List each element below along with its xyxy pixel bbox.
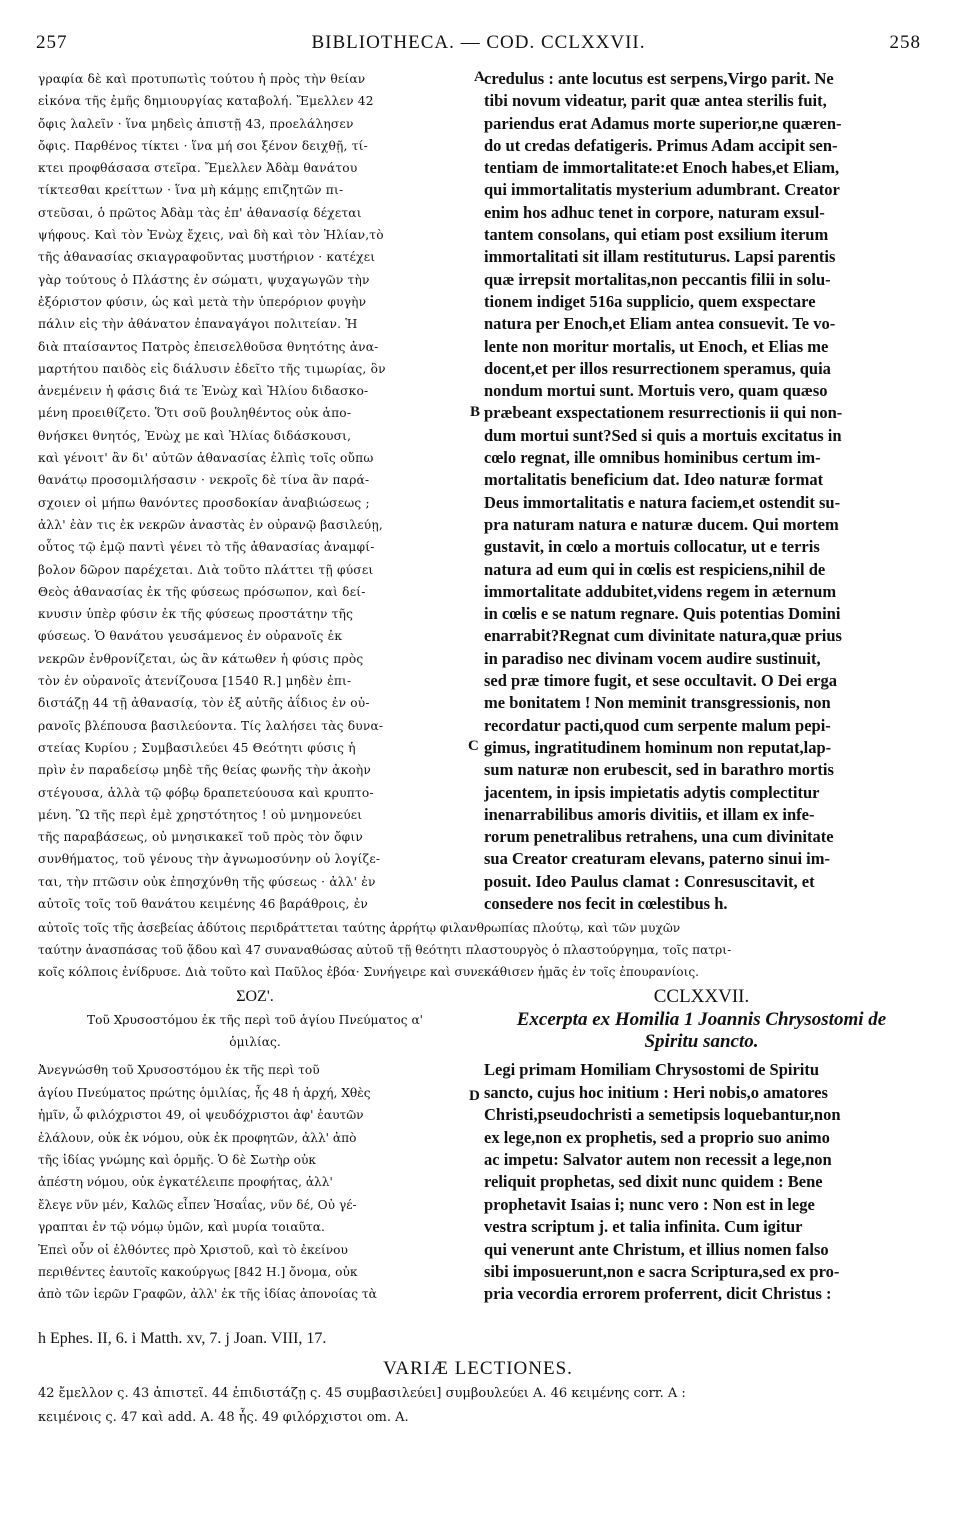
greek-text-line: μένη προειθίζετο. Ὅτι σοῦ βουληθέντος οὐκ ἀπο- bbox=[38, 406, 352, 421]
latin-text-line: credulus : ante locutus est serpens,Virgo parit. Ne bbox=[484, 69, 834, 88]
variae-lectiones bbox=[38, 1356, 918, 1430]
latin-text-line: præbeant exspectationem resurrectionis ii qui non- bbox=[484, 403, 843, 423]
latin-text-line: quæ irrepsit mortalitas,non peccantis filii in solu- bbox=[484, 269, 831, 289]
latin-text-line: qui venerunt ante Christum, et illius nomen falso bbox=[484, 1239, 829, 1259]
greek-text-line: Θεὸς ἀθανασίας ἐκ τῆς φύσεως πρόσωπον, καὶ δεί- bbox=[38, 584, 366, 599]
latin-text-line: in cœlis e se natum regnare. Quis potentias Domini bbox=[484, 604, 841, 624]
greek-text-line: καὶ γένοιτ' ἂν δι' αὐτῶν ἀθανασίας ἐλπὶς τοῖς οὔπω bbox=[38, 451, 374, 466]
greek-text-line: γὰρ τούτους ὁ Πλάστης ἐν σώματι, ψυχαγωγῶν τὴν bbox=[38, 272, 370, 287]
latin-text-line: enarrabit?Regnat cum divinitate natura,quæ prius bbox=[484, 626, 842, 646]
running-header bbox=[36, 32, 921, 58]
latin-text-line: sum naturæ non erubescit, sed in barathro mortis bbox=[484, 760, 834, 780]
latin-section-number: CCLXXVII. bbox=[653, 986, 750, 1008]
greek-text-line: ψήφους. Καὶ τὸν Ἐνὼχ ἔχεις, ναὶ δὴ καὶ τὸν Ἠλίαν,τὸ bbox=[38, 228, 384, 243]
latin-text-line: vestra scriptum j. et talia infinita. Cum igitur bbox=[484, 1217, 803, 1237]
greek-full-width-line: κοῖς κόλποις ἐνίδρυσε. Διὰ τοῦτο καὶ Παῦλος ἐβόα· Συνήγειρε καὶ συνεκάθισεν ἡμᾶς ἐν τοῖς ἐπουρανίοις. bbox=[38, 965, 700, 980]
greek-text-line: βολον δῶρον παρέχεται. Διὰ τοῦτο πλάττει τῇ φύσει bbox=[38, 562, 374, 577]
greek-section-number: ΣΟΖ'. bbox=[236, 988, 274, 1006]
latin-text-line: recordatur pacti,quod cum serpente malum pepi- bbox=[484, 715, 831, 735]
margin-letter-d: D bbox=[469, 1088, 480, 1104]
latin-text-line: sibi imposuerunt,non e sacra Scriptura,sed ex pro- bbox=[484, 1261, 840, 1281]
page-number-right: 258 bbox=[889, 32, 921, 53]
latin-text-line: inenarrabilibus amoris divitiis, et illam ex infe- bbox=[484, 804, 815, 824]
latin-text-line: rorum penetralibus retrahens, una cum divinitate bbox=[484, 827, 834, 847]
greek-text-line: στεῦσαι, ὁ πρῶτος Ἀδὰμ τὰς ἐπ' ἀθανασίᾳ δέχεται bbox=[38, 205, 362, 220]
latin-text-line: reliquit prophetas, sed dixit nunc quidem : Bene bbox=[484, 1172, 823, 1192]
margin-letter-a: A bbox=[474, 69, 485, 85]
latin-text-line: dum mortui sunt?Sed si quis a mortuis excitatus in bbox=[484, 425, 842, 445]
greek-text-line: φύσεως. Ὁ θανάτου γευσάμενος ἐν οὐρανοῖς ἐκ bbox=[38, 629, 343, 644]
greek-text-line: ἐλάλουν, οὐκ ἐκ νόμου, οὐκ ἐκ προφητῶν, ἀλλ' ἀπὸ bbox=[38, 1130, 357, 1145]
greek-text-line: θνήσκει θνητός, Ἐνὼχ με καὶ Ἠλίας διδάσκουσι, bbox=[38, 428, 352, 443]
margin-letter-b: B bbox=[470, 404, 481, 420]
latin-text-line: natura ad eum qui in cœlis est respiciens,nihil de bbox=[484, 559, 826, 579]
greek-text-line: νεκρῶν ἐνθρονίζεται, ὡς ἂν κάτωθεν ἡ φύσις πρὸς bbox=[38, 651, 364, 666]
margin-letter-c: C bbox=[468, 738, 479, 754]
greek-text-line: μαρτήτου παιδὸς εἰς διάλυσιν ἐδεῖτο τῆς τιμωρίας, ὃν bbox=[38, 361, 386, 376]
greek-text-line: ἐξόριστον φύσιν, ὡς καὶ μετὰ τὴν ὑπερόριον φυγὴν bbox=[38, 294, 367, 309]
latin-text-line: cœlo regnat, ille omnibus hominibus certum im- bbox=[484, 448, 821, 468]
greek-text-line: ἁγίου Πνεύματος πρώτης ὁμιλίας, ἧς 48 ἡ ἀρχή, Χθὲς bbox=[38, 1085, 371, 1100]
greek-full-width-line: ταύτην ἀνασπάσας τοῦ ᾅδου καὶ 47 συναναθώσας αὐτοῦ τῇ θεότητι πλαστουργὸς ὁ πλαστούργημα, τοῖς πατρι- bbox=[38, 943, 732, 958]
variae-lines bbox=[38, 1382, 918, 1430]
greek-text-line: Ἀνεγνώσθη τοῦ Χρυσοστόμου ἐκ τῆς περὶ τοῦ bbox=[38, 1063, 320, 1078]
latin-text-line: me bonitatem ! Non meminit transgressionis, non bbox=[484, 693, 831, 713]
latin-text-line: sed præ timore fugit, et sese occultavit. O Dei erga bbox=[484, 671, 837, 691]
greek-text-line: στέγουσα, ἀλλὰ τῷ φόβῳ δραπετεύουσα καὶ κρυπτο- bbox=[38, 785, 374, 800]
latin-text-line: immortalitati sit illam restituturus. Lapsi parentis bbox=[484, 247, 836, 267]
greek-text-line: αὐτοῖς τοῖς τοῦ θανάτου κειμένης 46 βαράθροις, ἐν bbox=[38, 896, 369, 911]
greek-text-line: οὗτος τῷ ἐμῷ παντὶ γένει τὸ τῆς ἀθανασίας ἀναμφί- bbox=[38, 540, 375, 555]
greek-text-line: ἔλεγε νῦν μέν, Καλῶς εἶπεν Ἡσαΐας, νῦν δέ, Οὐ γέ- bbox=[38, 1197, 357, 1212]
greek-section-heading bbox=[38, 985, 472, 1053]
latin-text-line: posuit. Ideo Paulus clamat : Conresuscitavit, et bbox=[484, 871, 815, 891]
greek-text-line: τῆς ἀθανασίας σκιαγραφοῦντας μυστήριον · κατέχει bbox=[38, 250, 376, 265]
latin-text-line: immortalitate addubitet,videns regem in æternum bbox=[484, 581, 837, 601]
greek-text-line: διὰ πταίσαντος Πατρὸς ἐπεισελθοῦσα θνητότης ἀνα- bbox=[38, 339, 379, 354]
greek-text-line: τὸν ἐν οὐρανοῖς ἀτενίζουσα [1540 R.] μηδὲν ἐπι- bbox=[38, 674, 352, 689]
latin-section-heading bbox=[484, 985, 919, 1053]
greek-column-second bbox=[38, 1059, 472, 1305]
page-number-left: 257 bbox=[36, 32, 68, 53]
latin-column bbox=[484, 68, 919, 915]
latin-section-title-1: Excerpta ex Homilia 1 Joannis Chrysostomi de bbox=[516, 1009, 887, 1031]
greek-text-line: πρὶν ἐν παραδείσῳ μηδὲ τῆς θείας φωνῆς τὴν ἀκοὴν bbox=[38, 763, 372, 778]
latin-text-line: pria vecordia errorem proferrent, dicit Christus : bbox=[484, 1284, 832, 1304]
greek-text-line: σχοιεν οἱ μήπω θανόντες προσδοκίαν ἀναβιώσεως ; bbox=[38, 495, 370, 510]
latin-text-line: ac impetu: Salvator autem non recessit a lege,non bbox=[484, 1149, 832, 1169]
latin-text-line: enim hos adhuc tenet in corpore, naturam exsul- bbox=[484, 202, 825, 222]
latin-column-second bbox=[484, 1059, 919, 1305]
greek-text-line: συνθήματος, τοῦ γένους τὴν ἀγνωμοσύνην οὐ λογίζε- bbox=[38, 852, 381, 867]
latin-text-line: nondum mortui sunt. Mortuis vero, quam quæso bbox=[484, 381, 828, 401]
variant-reading-line: κειμένοις ς. 47 καὶ add. A. 48 ἧς. 49 φιλόρχιστοι om. A. bbox=[38, 1410, 409, 1425]
greek-text-line: θανάτῳ προσομιλήσασιν · νεκροῖς δὲ τίνα ἂν παρά- bbox=[38, 473, 370, 488]
greek-text-line: γραφία δὲ καὶ προτυπωτὶς τούτου ἡ πρὸς τὴν θείαν bbox=[38, 72, 366, 86]
latin-text-line: jacentem, in ipsis impietatis adytis complectitur bbox=[484, 782, 820, 802]
greek-text-line: γραπται ἐν τῷ νόμῳ ὑμῶν, καὶ μυρία τοιαῦτα. bbox=[38, 1220, 325, 1235]
greek-text-line: τῆς ἰδίας γνώμης καὶ ὁρμῆς. Ὁ δὲ Σωτὴρ οὐκ bbox=[38, 1152, 317, 1167]
latin-text-line: pariendus erat Adamus morte superior,ne quæren- bbox=[484, 113, 842, 133]
greek-text-line: διστάζῃ 44 τῇ ἀθανασίᾳ, τὸν ἐξ αὐτῆς ἀΐδιος ἐν οὐ- bbox=[38, 696, 370, 711]
latin-text-line: sancto, cujus hoc initium : Heri nobis,o amatores bbox=[484, 1082, 828, 1102]
running-title: BIBLIOTHECA. — COD. CCLXXVII. bbox=[311, 32, 646, 53]
greek-text-line: περιθέντες ἑαυτοῖς κακούργως [842 H.] ὄνομα, οὐκ bbox=[38, 1264, 358, 1279]
latin-text-line: gustavit, in cœlo a mortuis collocatur, ut e terris bbox=[484, 537, 820, 557]
latin-text-line: tibi novum videatur, parit quæ antea sterilis fuit, bbox=[484, 91, 827, 111]
latin-text-line: gimus, ingratitudinem hominum non reputat,lap- bbox=[484, 737, 832, 757]
latin-text-line: tantem consolans, qui etiam post exsilium iterum bbox=[484, 225, 829, 245]
greek-text-line: τίκτεσθαι κρείττων · ἵνα μὴ κάμῃς επιζητῶν πι- bbox=[38, 183, 344, 198]
latin-text-line: tionem indiget 516a supplicio, quem exspectare bbox=[484, 291, 816, 311]
latin-text-line: mortalitatis beneficium dat. Ideo naturæ format bbox=[484, 470, 824, 490]
greek-text-line: ρανοῖς βλέπουσα βασιλεύοντα. Τίς λαλήσει τὰς δυνα- bbox=[38, 718, 384, 733]
greek-text-line: μένη. Ὢ τῆς περὶ ἐμὲ χρηστότητος ! οὐ μνημονεύει bbox=[38, 807, 363, 822]
latin-text-line: Christi,pseudochristi a semetipsis loquebantur,non bbox=[484, 1105, 841, 1125]
greek-text-line: ται, τὴν πτῶσιν οὐκ ἐπησχύνθη τῆς φύσεως · ἀλλ' ἐν bbox=[38, 874, 376, 889]
latin-text-line: ex lege,non ex prophetis, sed a proprio suo animo bbox=[484, 1127, 830, 1147]
latin-text-line: Legi primam Homiliam Chrysostomi de Spiritu bbox=[484, 1060, 820, 1080]
latin-text-line: pra naturam natura e naturæ ducem. Qui mortem bbox=[484, 514, 839, 534]
greek-text-line: ὄφις λαλεῖν · ἵνα μηδεὶς ἀπιστῇ 43, προελάλησεν bbox=[38, 116, 354, 131]
greek-text-line: ἀλλ' ἐὰν τις ἐκ νεκρῶν ἀναστὰς ἐν οὐρανῷ βασιλεύῃ, bbox=[38, 517, 383, 532]
latin-text-line: sua Creator creaturam elevans, paterno sinui im- bbox=[484, 849, 831, 869]
greek-section-title-1: Τοῦ Χρυσοστόμου ἐκ τῆς περὶ τοῦ ἁγίου Πνεύματος α' bbox=[86, 1013, 424, 1028]
latin-text-line: lente non moritur mortalis, ut Enoch, et Elias me bbox=[484, 336, 829, 356]
latin-text-line: Deus immortalitatis e natura faciem,et ostendit su- bbox=[484, 492, 841, 512]
variae-title: VARIÆ LECTIONES. bbox=[383, 1358, 573, 1379]
greek-text-line: ὄφις. Παρθένος τίκτει · ἵνα μή σοι ξένον δειχθῇ, τί- bbox=[38, 138, 368, 153]
greek-text-line: κνυσιν ὑπὲρ φύσιν ἐκ τῆς φύσεως προστάτην τῆς bbox=[38, 607, 354, 622]
greek-text-line: πάλιν εἰς τὴν ἀθάνατον ἐπαναγάγοι πολιτείαν. Ἡ bbox=[38, 317, 358, 332]
latin-text-line: natura per Enoch,et Eliam antea consuevit. Te vo- bbox=[484, 314, 836, 334]
latin-text-line: in paradiso nec divinam vocem audire sustinuit, bbox=[484, 648, 821, 668]
latin-text-line: prophetavit Isaias i; nunc vero : Non est in lege bbox=[484, 1194, 815, 1214]
greek-text-line: ἀπὸ τῶν ἱερῶν Γραφῶν, ἀλλ' ἐκ τῆς ἰδίας ἀπονοίας τὰ bbox=[38, 1287, 377, 1302]
greek-full-width-line: αὐτοῖς τοῖς τῆς ἀσεβείας ἀδύτοις περιδράττεται ταύτης ἀρρήτῳ φιλανθρωπίας πλούτῳ, καὶ τῶν μυχῶν bbox=[38, 921, 681, 936]
greek-text-line: κτει προφθάσασα στεῖρα. Ἔμελλεν Ἀδὰμ θανάτου bbox=[38, 161, 358, 176]
greek-text-line: στείας Κυρίου ; Συμβασιλεύει 45 Θεότητι φύσις ἡ bbox=[38, 740, 356, 755]
greek-column bbox=[38, 68, 472, 915]
latin-text-line: tentiam de immortalitate:et Enoch habes,et Eliam, bbox=[484, 158, 840, 178]
greek-text-line: Ἐπεὶ οὖν οἱ ἐλθόντες πρὸ Χριστοῦ, καὶ τὸ ἐκείνου bbox=[38, 1242, 348, 1257]
greek-text-line: ἀνεμένειν ἡ φάσις διά τε Ἐνὼχ καὶ Ἠλίου διδασκο- bbox=[38, 384, 369, 399]
variant-reading-line: 42 ἔμελλον ς. 43 ἀπιστεῖ. 44 ἐπιδιστάζῃ ς. 45 συμβασιλεύει] συμβουλεύει A. 46 κειμένης corr. A : bbox=[38, 1386, 686, 1401]
latin-text-line: docent,et per illos resurrectionem speramus, quia bbox=[484, 358, 831, 378]
greek-text-line: τῆς παραβάσεως, οὐ μνησικακεῖ τοῦ πρὸς τὸν ὄφιν bbox=[38, 830, 363, 845]
latin-text-line: consedere nos fecit in cœlestibus h. bbox=[484, 893, 728, 913]
greek-text-line: ἀπέστη νόμου, οὐκ ἐγκατέλειπε προφήτας, ἀλλ' bbox=[38, 1175, 333, 1190]
greek-text-line: εἰκόνα τῆς ἐμῆς δημιουργίας καταβολή. Ἔμελλεν 42 bbox=[38, 94, 374, 109]
latin-text-line: do ut credas defatigeris. Primus Adam accipit sen- bbox=[484, 135, 838, 155]
greek-section-title-2: ὁμιλίας. bbox=[229, 1035, 281, 1050]
greek-full-width bbox=[38, 917, 918, 983]
latin-text-line: qui immortalitatis mysterium adumbrant. Creator bbox=[484, 180, 840, 200]
latin-section-title-2: Spiritu sancto. bbox=[644, 1031, 759, 1053]
footnotes: h Ephes. II, 6. i Matth. xv, 7. j Joan. VIII, 17. bbox=[38, 1330, 327, 1347]
greek-text-line: ἡμῖν, ὦ φιλόχριστοι 49, οἱ ψευδόχριστοι ἀφ' ἑαυτῶν bbox=[38, 1108, 364, 1123]
